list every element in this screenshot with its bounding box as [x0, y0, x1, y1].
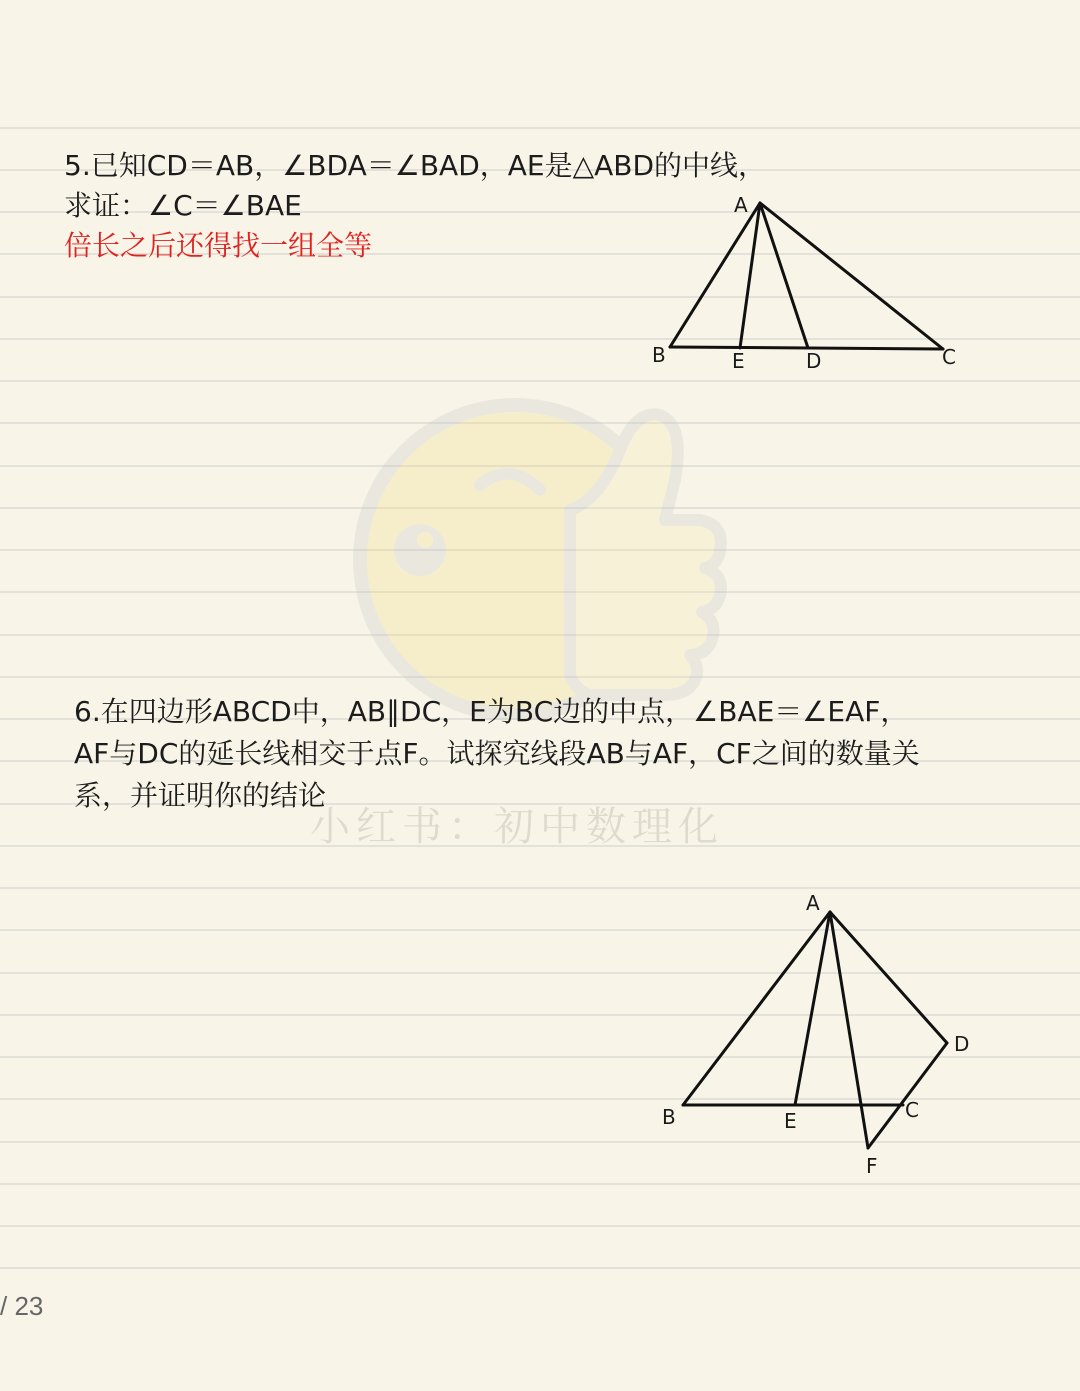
problem6-line2: AF与DC的延长线相交于点F。试探究线段AB与AF，CF之间的数量关 [74, 737, 920, 770]
side-ab [670, 203, 760, 347]
label-c: C [905, 1098, 919, 1122]
problem6-quadrilateral-figure [650, 885, 990, 1185]
label-e: E [732, 349, 745, 373]
label-b: B [662, 1105, 676, 1129]
label-e: E [784, 1109, 797, 1133]
thumbs-up-emoji-watermark-icon [340, 390, 740, 720]
label-f: F [866, 1154, 878, 1178]
side-ab [683, 912, 830, 1105]
problem5-triangle-figure [640, 185, 980, 385]
label-b: B [652, 343, 666, 367]
problem6-line3: 系，并证明你的结论 [74, 779, 327, 812]
side-dc-extended [868, 1043, 947, 1148]
label-d: D [806, 349, 822, 373]
side-ac [760, 203, 943, 349]
segment-ae [795, 912, 830, 1105]
segment-ad [760, 203, 808, 348]
problem5-hint: 倍长之后还得找一组全等 [64, 229, 373, 262]
watermark-text: 小红书：初中数理化 [310, 804, 724, 850]
problem5-line2: 求证：∠C＝∠BAE [64, 189, 302, 222]
median-ae [740, 203, 760, 348]
label-c: C [942, 345, 956, 369]
problem6-line1: 6.在四边形ABCD中，AB∥DC，E为BC边的中点，∠BAE＝∠EAF， [74, 695, 909, 728]
label-d: D [954, 1032, 970, 1056]
problem5-line1: 5.已知CD＝AB，∠BDA＝∠BAD，AE是△ABD的中线， [64, 149, 767, 182]
page-indicator: / 23 [0, 1291, 44, 1321]
label-a: A [734, 193, 748, 217]
label-a: A [806, 891, 820, 915]
